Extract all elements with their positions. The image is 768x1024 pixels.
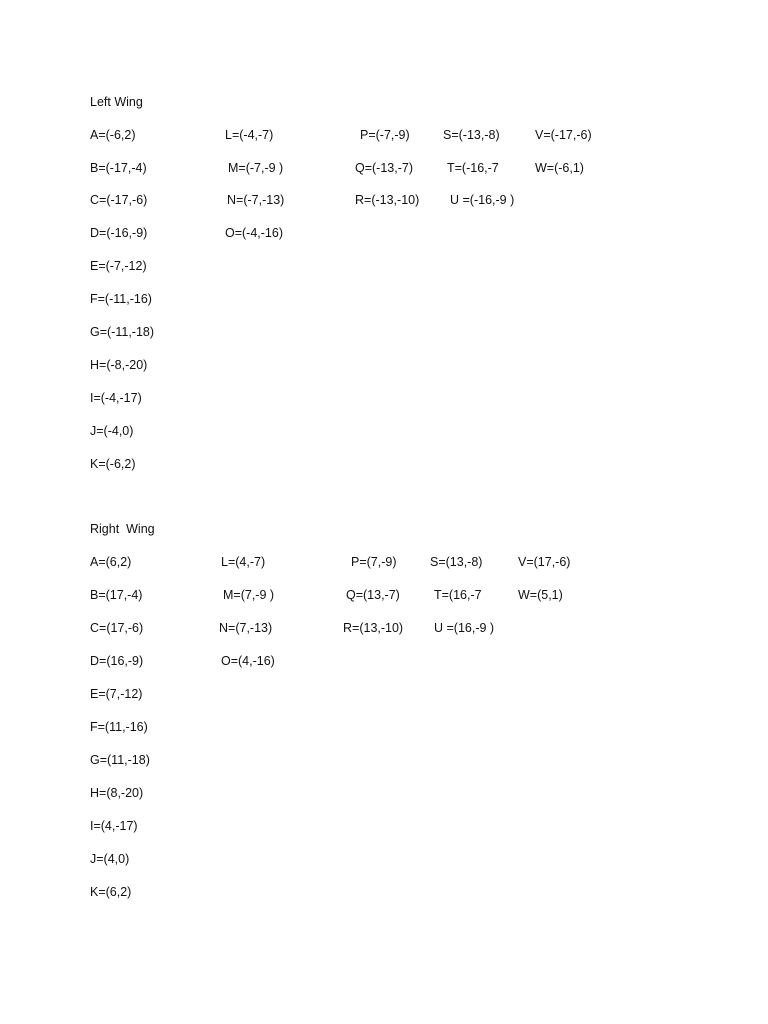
right-point-m: M=(7,-9 ) bbox=[223, 588, 275, 602]
left-point-h: H=(-8,-20) bbox=[90, 358, 148, 372]
right-point-b: B=(17,-4) bbox=[90, 588, 143, 602]
right-point-p: P=(7,-9) bbox=[351, 555, 397, 569]
right-point-r: R=(13,-10) bbox=[343, 621, 404, 635]
right-point-o: O=(4,-16) bbox=[221, 654, 275, 668]
right-point-n: N=(7,-13) bbox=[219, 621, 273, 635]
left-point-f: F=(-11,-16) bbox=[90, 292, 152, 306]
right-point-c: C=(17,-6) bbox=[90, 621, 144, 635]
left-point-k: K=(-6,2) bbox=[90, 457, 136, 471]
right-point-a: A=(6,2) bbox=[90, 555, 132, 569]
right-point-e: E=(7,-12) bbox=[90, 687, 143, 701]
left-point-r: R=(-13,-10) bbox=[355, 193, 420, 207]
left-point-t: T=(-16,-7 bbox=[447, 161, 499, 175]
right-point-u: U =(16,-9 ) bbox=[434, 621, 495, 635]
left-point-j: J=(-4,0) bbox=[90, 424, 134, 438]
right-point-j: J=(4,0) bbox=[90, 852, 130, 866]
left-point-o: O=(-4,-16) bbox=[225, 226, 284, 240]
left-point-v: V=(-17,-6) bbox=[535, 128, 592, 142]
right-point-q: Q=(13,-7) bbox=[346, 588, 400, 602]
right-point-s: S=(13,-8) bbox=[430, 555, 483, 569]
right-point-t: T=(16,-7 bbox=[434, 588, 482, 602]
right-point-h: H=(8,-20) bbox=[90, 786, 144, 800]
left-point-d: D=(-16,-9) bbox=[90, 226, 148, 240]
right-wing-title: Right Wing bbox=[90, 522, 155, 536]
left-point-p: P=(-7,-9) bbox=[360, 128, 410, 142]
right-point-f: F=(11,-16) bbox=[90, 720, 148, 734]
left-point-l: L=(-4,-7) bbox=[225, 128, 274, 142]
right-point-k: K=(6,2) bbox=[90, 885, 132, 899]
left-point-c: C=(-17,-6) bbox=[90, 193, 148, 207]
right-point-d: D=(16,-9) bbox=[90, 654, 144, 668]
left-point-m: M=(-7,-9 ) bbox=[228, 161, 284, 175]
left-point-s: S=(-13,-8) bbox=[443, 128, 500, 142]
left-point-n: N=(-7,-13) bbox=[227, 193, 285, 207]
right-point-w: W=(5,1) bbox=[518, 588, 563, 602]
right-point-g: G=(11,-18) bbox=[90, 753, 150, 767]
left-point-q: Q=(-13,-7) bbox=[355, 161, 414, 175]
left-point-a: A=(-6,2) bbox=[90, 128, 136, 142]
left-point-e: E=(-7,-12) bbox=[90, 259, 147, 273]
right-point-l: L=(4,-7) bbox=[221, 555, 266, 569]
left-point-w: W=(-6,1) bbox=[535, 161, 584, 175]
left-point-u: U =(-16,-9 ) bbox=[450, 193, 515, 207]
left-point-i: I=(-4,-17) bbox=[90, 391, 142, 405]
left-wing-title: Left Wing bbox=[90, 95, 143, 109]
right-point-v: V=(17,-6) bbox=[518, 555, 571, 569]
right-point-i: I=(4,-17) bbox=[90, 819, 138, 833]
left-point-b: B=(-17,-4) bbox=[90, 161, 147, 175]
left-point-g: G=(-11,-18) bbox=[90, 325, 155, 339]
